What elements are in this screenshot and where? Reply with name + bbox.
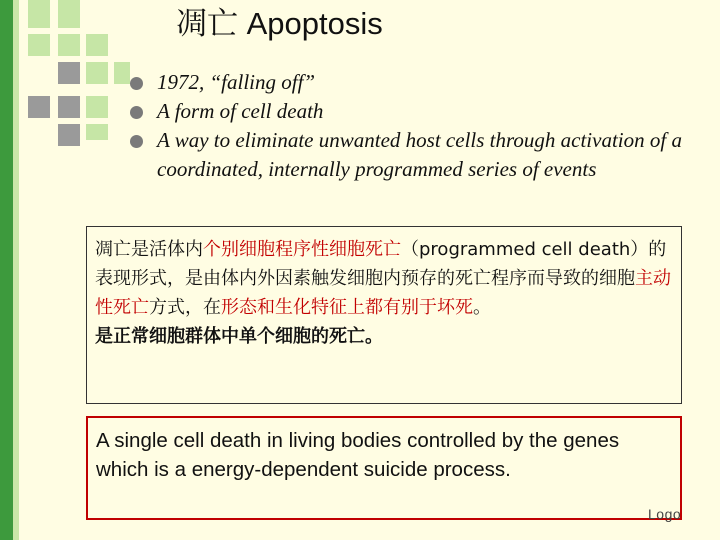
deco-square-light-1 [28,0,50,28]
logo: Logo [648,506,682,522]
left-stripe-light [13,0,19,540]
deco-square-light-2 [58,0,80,28]
bullet-text: 1972, “falling off” [157,70,316,94]
chinese-paragraph-2: 是正常细胞群体中单个细胞的死亡。 [95,326,383,347]
bullet-text: A form of cell death [157,99,324,123]
bullet-item [130,126,690,184]
highlight-active-death: 主动性死亡 [95,268,671,318]
chinese-definition-box [86,226,682,404]
deco-square-light-9 [86,124,108,140]
deco-square-light-4 [86,34,108,56]
bullet-dot-icon [130,135,143,148]
chinese-paragraph-1: 凋亡是活体内个别细胞程序性细胞死亡（programmed cell death）的表现形式，是由体内外因素触发细胞内预存的死亡程序而导致的细胞主动性死亡方式，在形态和生化特征上都有别于坏死。 [95,239,671,318]
left-stripe-dark [0,0,13,540]
deco-square-gray-2 [28,96,50,118]
highlight-differs-from-necrosis: 形态和生化特征上都有别于坏死 [221,297,473,318]
bullet-item [130,97,690,126]
bullet-list [130,68,690,184]
bullet-dot-icon [130,77,143,90]
page-title [176,2,383,46]
bullet-dot-icon [130,106,143,119]
deco-square-light-5 [86,62,108,84]
deco-square-gray-1 [58,62,80,84]
highlight-programmed-death: 个别细胞程序性细胞死亡 [203,239,401,260]
english-definition-text: A single cell death in living bodies controlled by the genes which is a energy-dependent suicide process. [96,429,620,481]
deco-square-light-8 [86,96,108,118]
deco-square-gray-3 [58,96,80,118]
deco-square-gray-4 [58,124,80,146]
deco-square-light-3 [58,34,80,56]
bullet-text: A way to eliminate unwanted host cells through activation of a coordinated, internally programmed series of events [157,128,682,181]
title-en: Apoptosis [246,6,383,41]
english-definition-box [86,416,682,520]
deco-square-light-7 [114,62,130,84]
deco-square-light-6 [28,34,50,56]
bullet-item [130,68,690,97]
title-zh: 凋亡 [176,6,238,42]
